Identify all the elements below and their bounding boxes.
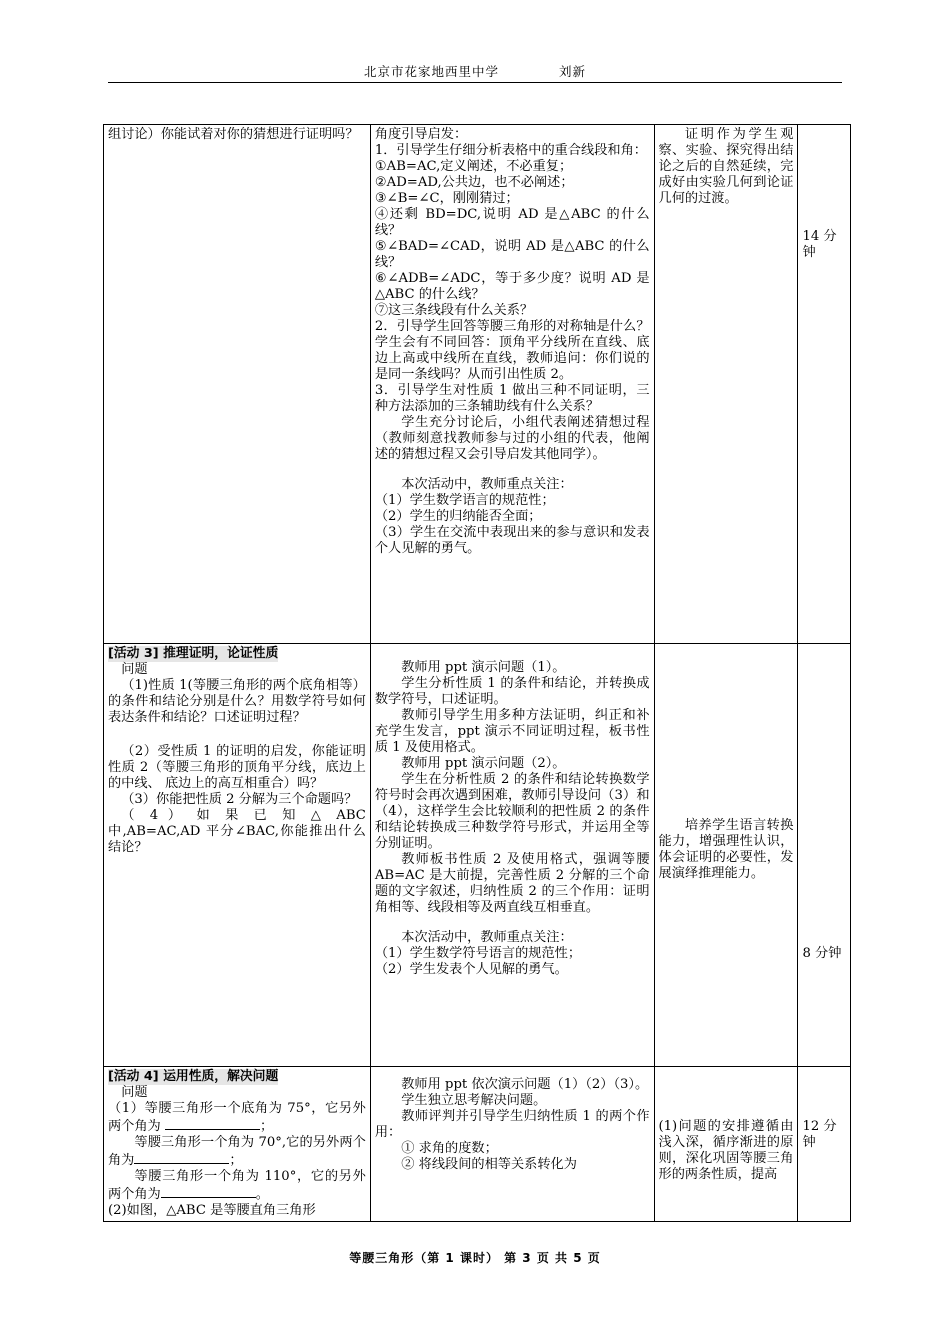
paragraph: 教师引导学生用多种方法证明，纠正和补充学生发言，ppt 演示不同证明过程，板书性质 1 及使用格式。: [374, 708, 650, 755]
paragraph: 组讨论）你能试着对你的猜想进行证明吗？: [108, 127, 359, 142]
paragraph: 学生充分讨论后，小组代表阐述猜想过程（教师刻意找教师参与过的小组的代表，他阐述的猜想过程又会引导启发其他同学）。: [374, 415, 650, 462]
paragraph: 教师评判并引导学生归纳性质 1 的两个作用：: [374, 1109, 650, 1140]
school-name: 北京市花家地西里中学: [363, 64, 499, 79]
activity-title: [活动 3] 推理证明，论证性质: [108, 646, 279, 661]
paragraph: 学生分析性质 1 的条件和结论，并转换成数学符号，口述证明。: [374, 676, 650, 707]
time-cell: [798, 1067, 851, 1222]
lesson-plan-table: [103, 124, 851, 1222]
page-footer: 等腰三角形（第 1 课时） 第 3 页 共 5 页: [349, 1251, 601, 1265]
paragraph: （2）学生的归纳能否全面；: [374, 509, 542, 524]
paragraph: (2)如图，△ABC 是等腰直角三角形: [108, 1203, 316, 1218]
paragraph: ①AB=AC,定义阐述，不必重复；: [374, 159, 573, 174]
paragraph: （1)性质 1(等腰三角形的两个底角相等）的条件和结论分别是什么？用数学符号如何表达条件和结论？口述证明过程？: [108, 678, 366, 725]
teacher-activity-cell: [370, 125, 654, 644]
design-intent-cell: [654, 125, 798, 644]
header-rule: [108, 82, 842, 83]
page-header: [108, 62, 842, 80]
paragraph: 角度引导启发：: [374, 127, 468, 142]
student-activity-cell: [104, 644, 371, 1067]
paragraph: ② 将线段间的相等关系转化为: [401, 1157, 577, 1172]
answer-blank: [165, 1117, 260, 1130]
paragraph: 培养学生语言转换能力，增强理性认识，体会证明的必要性，发展演绎推理能力。: [658, 818, 794, 881]
activity-title: [活动 4] 运用性质，解决问题: [108, 1069, 279, 1084]
paragraph: ⑤∠BAD=∠CAD，说明 AD 是△ABC 的什么线？: [374, 239, 650, 270]
answer-blank: [134, 1151, 229, 1164]
paragraph: （1）学生数学符号语言的规范性；: [374, 946, 582, 961]
paragraph: 本次活动中，教师重点关注：: [401, 477, 573, 492]
design-intent-cell: [654, 1067, 798, 1222]
paragraph: ⑥∠ADB=∠ADC，等于多少度？说明 AD 是△ABC 的什么线？: [374, 271, 650, 302]
paragraph: ④还剩 BD=DC,说明 AD 是△ABC 的什么线？: [374, 207, 650, 238]
table-row: [104, 644, 851, 1067]
paragraph: （2）学生发表个人见解的勇气。: [374, 962, 568, 977]
paragraph: 2．引导学生回答等腰三角形的对称轴是什么？学生会有不同回答：顶角平分线所在直线、底边上高或中线所在直线，教师追问：你们说的是同一条线吗？从而引出性质 2。: [374, 319, 650, 382]
time-label: 8 分钟: [802, 946, 842, 961]
time-cell: [798, 125, 851, 644]
paragraph: ②AD=AD,公共边，也不必阐述；: [374, 175, 574, 190]
paragraph: 教师板书性质 2 及使用格式，强调等腰 AB=AC 是大前提，完善性质 2 分解的三个命题的文字叙述，归纳性质 2 的三个作用：证明角相等、线段相等及两直线互相垂直。: [374, 852, 650, 915]
paragraph: 教师用 ppt 依次演示问题（1）（2）（3）。: [401, 1077, 649, 1092]
paragraph: 证明作为学生观察、实验、探究得出结论之后的自然延续，完成好由实验几何到论证几何的过渡。: [658, 127, 794, 206]
table-row: [104, 1067, 851, 1222]
teacher-activity-cell: [370, 1067, 654, 1222]
student-activity-cell: [104, 1067, 371, 1222]
design-intent-cell: [654, 644, 798, 1067]
paragraph: 教师用 ppt 演示问题（2）。: [401, 756, 566, 771]
paragraph: (1)问题的安排遵循由浅入深，循序渐进的原则，深化巩固等腰三角形的两条性质，提高: [658, 1119, 794, 1182]
question-line: （1）等腰三角形一个底角为 75°，它另外两个角为 ；: [108, 1101, 366, 1134]
student-activity-cell: [104, 125, 371, 644]
paragraph: 教师用 ppt 演示问题（1）。: [401, 660, 566, 675]
teacher-activity-cell: [370, 644, 654, 1067]
paragraph: （1）学生数学语言的规范性；: [374, 493, 555, 508]
paragraph: 本次活动中，教师重点关注：: [401, 930, 573, 945]
paragraph: 3．引导学生对性质 1 做出三种不同证明，三种方法添加的三条辅助线有什么关系？: [374, 383, 650, 414]
paragraph: 学生独立思考解决问题。: [401, 1093, 547, 1108]
paragraph: 学生在分析性质 2 的条件和结论转换数学符号时会再次遇到困难，教师引导设问（3）和（4），这样学生会比较顺利的把性质 2 的条件和结论转换成三种数学符号形式，并运用全等分别证明。: [374, 772, 650, 851]
paragraph: （3）你能把性质 2 分解为三个命题吗？: [121, 792, 358, 807]
answer-blank: [161, 1185, 256, 1198]
table-row: [104, 125, 851, 644]
paragraph: ① 求角的度数；: [401, 1141, 498, 1156]
paragraph: 问题: [121, 1085, 148, 1100]
paragraph: 1．引导学生仔细分析表格中的重合线段和角：: [374, 143, 647, 158]
time-cell: [798, 644, 851, 1067]
paragraph: ③∠B=∠C，刚刚猜过；: [374, 191, 519, 206]
author-name: 刘新: [558, 64, 586, 79]
paragraph: （ 4 ） 如 果 已 知 △ ABC 中,AB=AC,AD 平分∠BAC,你能推出什么结论？: [108, 808, 366, 855]
paragraph: ⑦这三条线段有什么关系？: [374, 303, 534, 318]
paragraph: （2）受性质 1 的证明的启发，你能证明性质 2（等腰三角形的顶角平分线，底边上的中线、 底边上的高互相重合）吗？: [108, 744, 366, 791]
paragraph: 问题: [121, 662, 148, 677]
time-label: 12 分钟: [802, 1119, 837, 1150]
time-label: 14 分钟: [802, 229, 837, 260]
question-line: 等腰三角形一个角为 110°，它的另外两个角为 。: [108, 1169, 366, 1202]
paragraph: （3）学生在交流中表现出来的参与意识和发表个人见解的勇气。: [374, 525, 650, 556]
question-line: 等腰三角形一个角为 70°,它的另外两个角为 ；: [108, 1135, 366, 1168]
